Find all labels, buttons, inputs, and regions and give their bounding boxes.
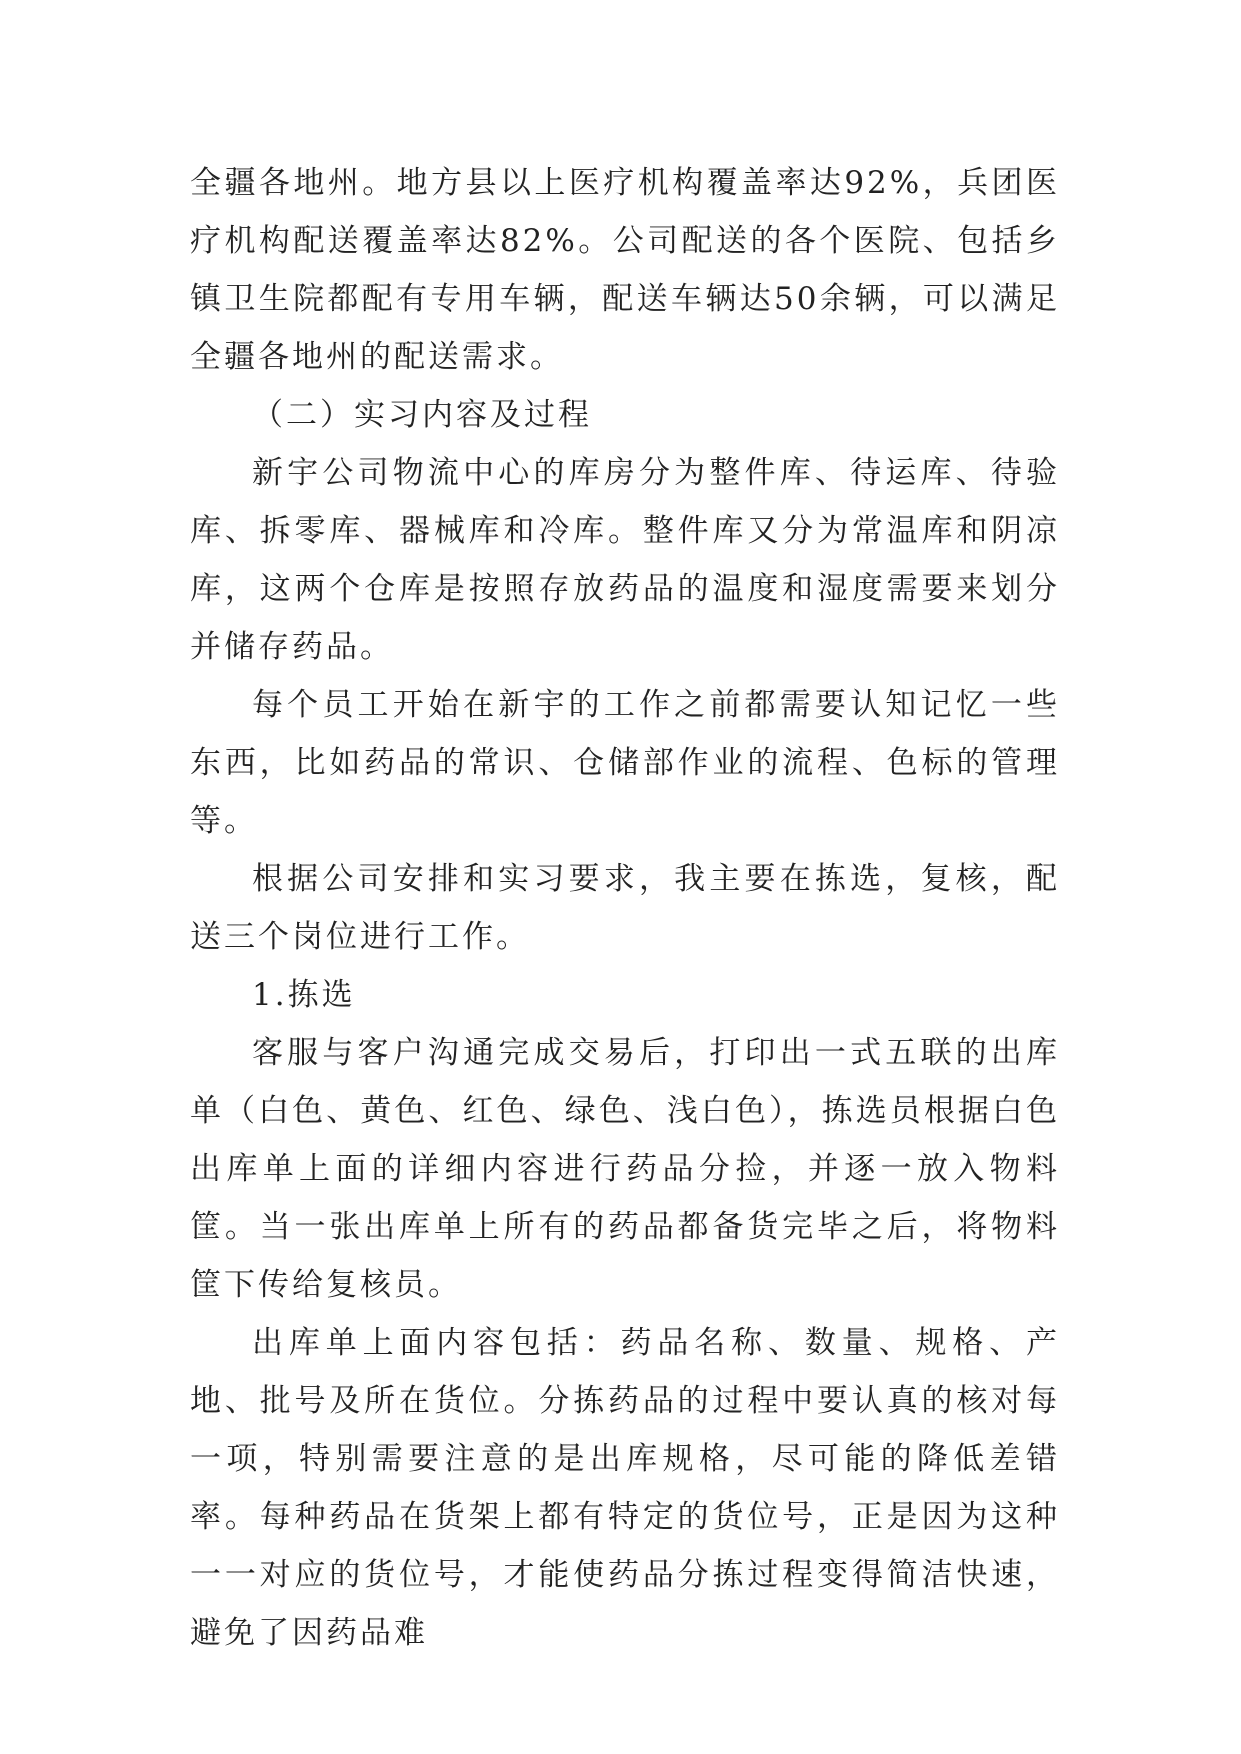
paragraph-coverage: 全疆各地州。地方县以上医疗机构覆盖率达92%，兵团医疗机构配送覆盖率达82%。公司配送的各个医院、包括乡镇卫生院都配有专用车辆，配送车辆达50余辆，可以满足全疆各地州的配送需求。 <box>190 165 1060 375</box>
paragraph-order-contents: 出库单上面内容包括：药品名称、数量、规格、产地、批号及所在货位。分拣药品的过程中要认真的核对每一项，特别需要注意的是出库规格，尽可能的降低差错率。每种药品在货架上都有特定的货位号，正是因为这种一一对应的货位号，才能使药品分拣过程变得简洁快速，避免了因药品难 <box>190 1325 1060 1651</box>
document-body <box>190 154 1060 1662</box>
subheading-picking: 1.拣选 <box>252 977 356 1013</box>
paragraph-picking-process: 客服与客户沟通完成交易后，打印出一式五联的出库单（白色、黄色、红色、绿色、浅白色），拣选员根据白色出库单上面的详细内容进行药品分捡，并逐一放入物料筐。当一张出库单上所有的药品都备货完毕之后，将物料筐下传给复核员。 <box>190 1035 1060 1303</box>
paragraph-employee-knowledge: 每个员工开始在新宇的工作之前都需要认知记忆一些东西，比如药品的常识、仓储部作业的流程、色标的管理等。 <box>190 687 1060 839</box>
paragraph-warehouses: 新宇公司物流中心的库房分为整件库、待运库、待验库、拆零库、器械库和冷库。整件库又分为常温库和阴凉库，这两个仓库是按照存放药品的温度和湿度需要来划分并储存药品。 <box>190 455 1060 665</box>
paragraph-positions: 根据公司安排和实习要求，我主要在拣选，复核，配送三个岗位进行工作。 <box>190 861 1060 955</box>
section-heading: （二）实习内容及过程 <box>252 397 592 433</box>
